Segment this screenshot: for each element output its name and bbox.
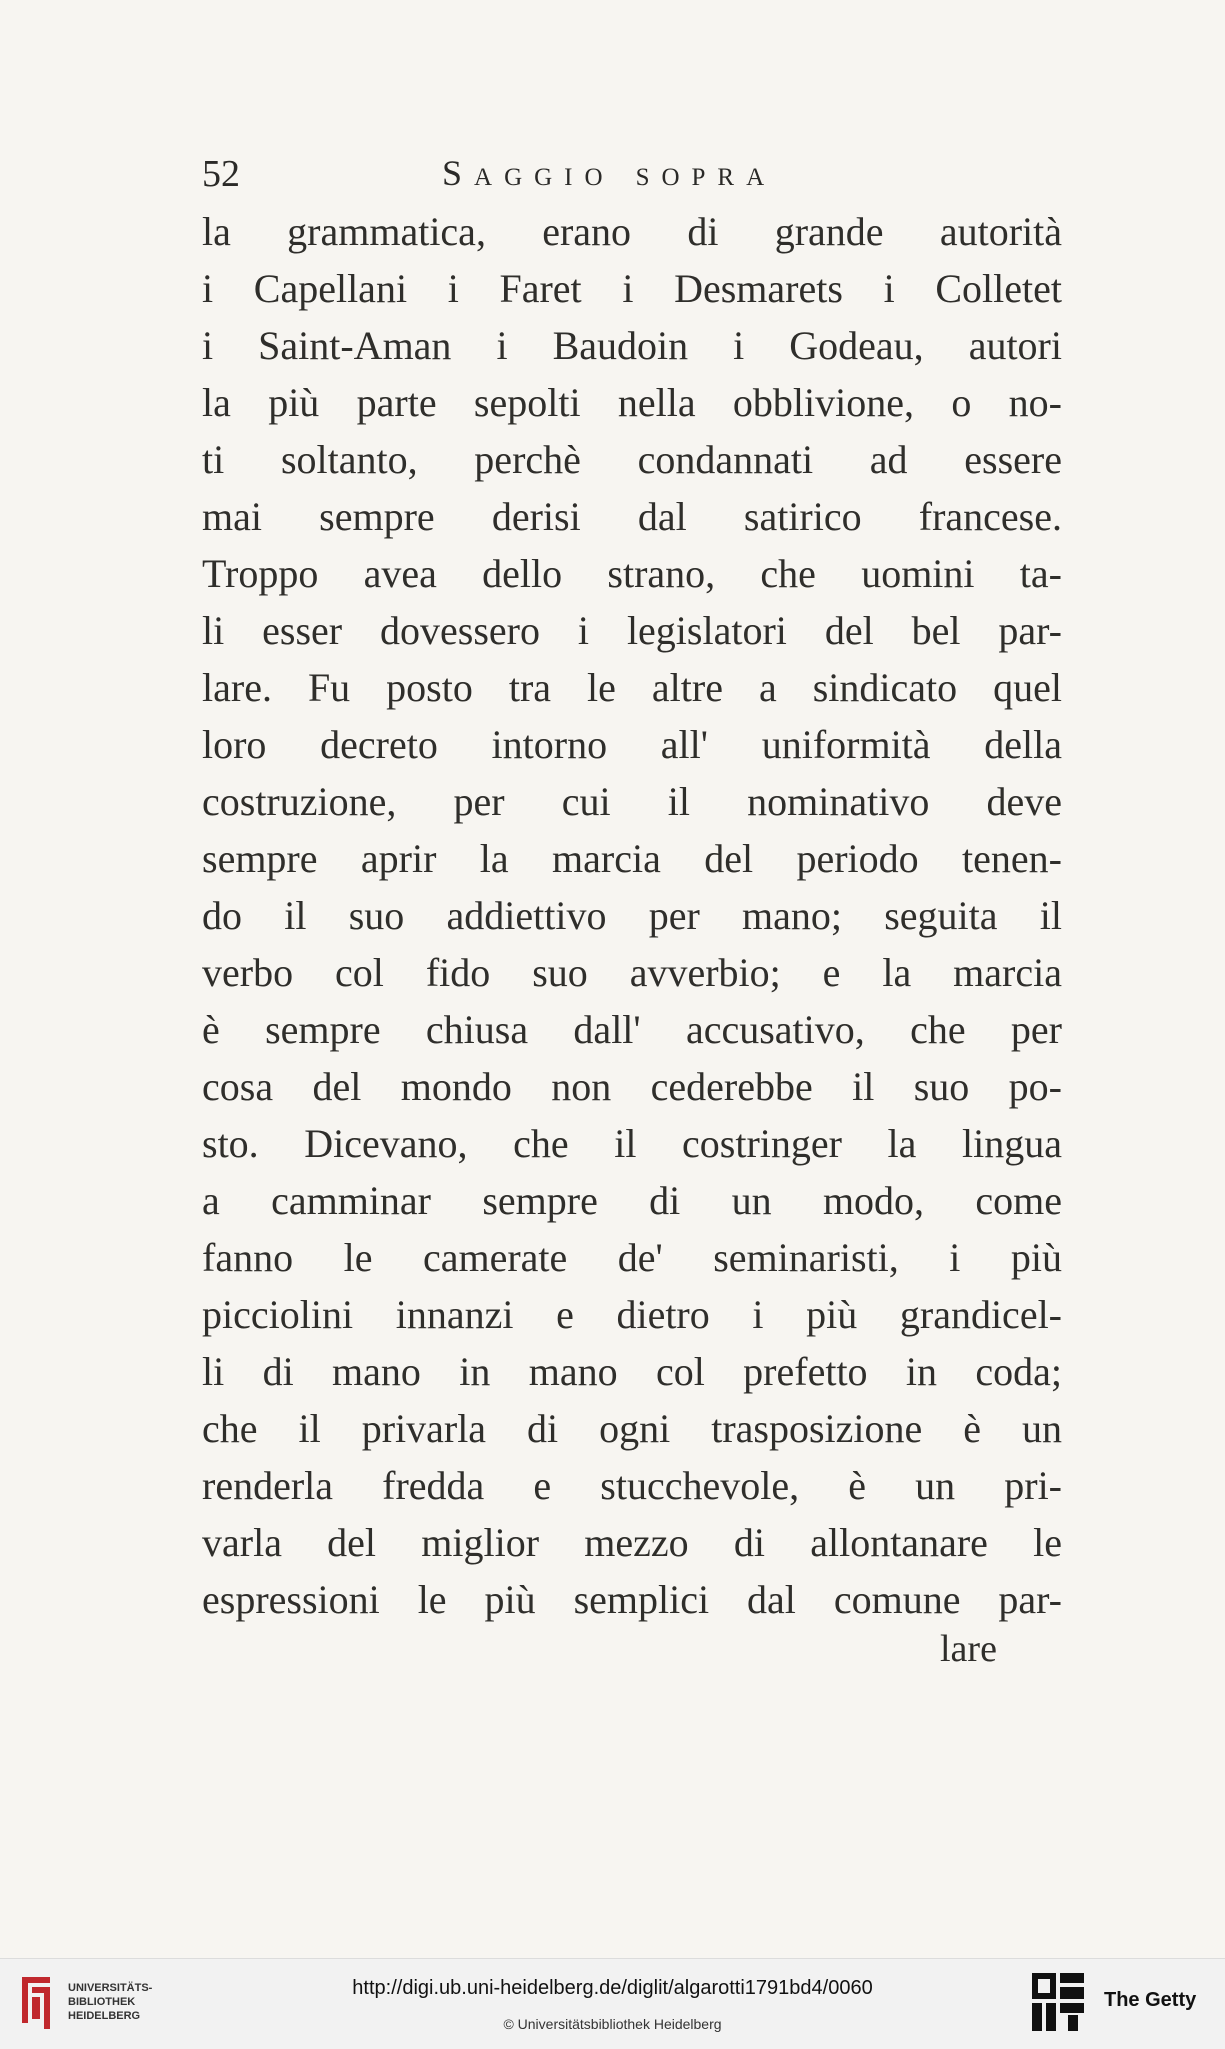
text-line: la più parte sepolti nella obblivione, o no-	[202, 380, 1062, 425]
text-line: sto. Dicevano, che il costringer la lingua	[202, 1121, 1062, 1166]
text-line: a camminar sempre di un modo, come	[202, 1178, 1062, 1223]
text-line: i Capellani i Faret i Desmarets i Colletet	[202, 266, 1062, 311]
text-line: i Saint-Aman i Baudoin i Godeau, autori	[202, 323, 1062, 368]
text-line: li di mano in mano col prefetto in coda;	[202, 1349, 1062, 1394]
getty-name: The Getty	[1104, 1989, 1197, 2011]
text-line: espressioni le più semplici dal comune par-	[202, 1577, 1062, 1622]
text-line: mai sempre derisi dal satirico francese.	[202, 494, 1062, 539]
library-name-line: UNIVERSITÄTS-	[68, 1982, 153, 1994]
text-line: renderla fredda e stucchevole, è un pri-	[202, 1463, 1062, 1508]
library-name-line: HEIDELBERG	[68, 2010, 141, 2022]
getty-logo-icon	[1030, 1971, 1086, 2033]
text-line: lare. Fu posto tra le altre a sindicato quel	[202, 665, 1062, 710]
copyright-notice: © Universitätsbibliothek Heidelberg	[503, 2016, 722, 2032]
page-header	[202, 152, 1062, 202]
catchword: lare	[940, 1628, 997, 1670]
text-line: picciolini innanzi e dietro i più grandicel-	[202, 1292, 1062, 1337]
text-line: loro decreto intorno all' uniformità della	[202, 722, 1062, 767]
page-number: 52	[202, 153, 240, 195]
text-line: cosa del mondo non cederebbe il suo po-	[202, 1064, 1062, 1109]
text-line: verbo col fido suo avverbio; e la marcia	[202, 950, 1062, 995]
text-line: Troppo avea dello strano, che uomini ta-	[202, 551, 1062, 596]
text-line: costruzione, per cui il nominativo deve	[202, 779, 1062, 824]
permalink-url[interactable]: http://digi.ub.uni-heidelberg.de/diglit/algarotti1791bd4/0060	[352, 1977, 873, 1999]
text-line: varla del miglior mezzo di allontanare le	[202, 1520, 1062, 1565]
footer-bar	[0, 1958, 1225, 2049]
library-name-line: BIBLIOTHEK	[68, 1996, 136, 2008]
text-line: sempre aprir la marcia del periodo tenen-	[202, 836, 1062, 881]
text-line: è sempre chiusa dall' accusativo, che per	[202, 1007, 1062, 1052]
text-line: do il suo addiettivo per mano; seguita il	[202, 893, 1062, 938]
text-line: ti soltanto, perchè condannati ad essere	[202, 437, 1062, 482]
text-line: la grammatica, erano di grande autorità	[202, 209, 1062, 254]
text-line: fanno le camerate de' seminaristi, i più	[202, 1235, 1062, 1280]
text-line: che il privarla di ogni trasposizione è un	[202, 1406, 1062, 1451]
text-line: li esser dovessero i legislatori del bel par-	[202, 608, 1062, 653]
body-text	[202, 203, 1062, 1628]
running-title: Saggio sopra	[442, 153, 777, 193]
